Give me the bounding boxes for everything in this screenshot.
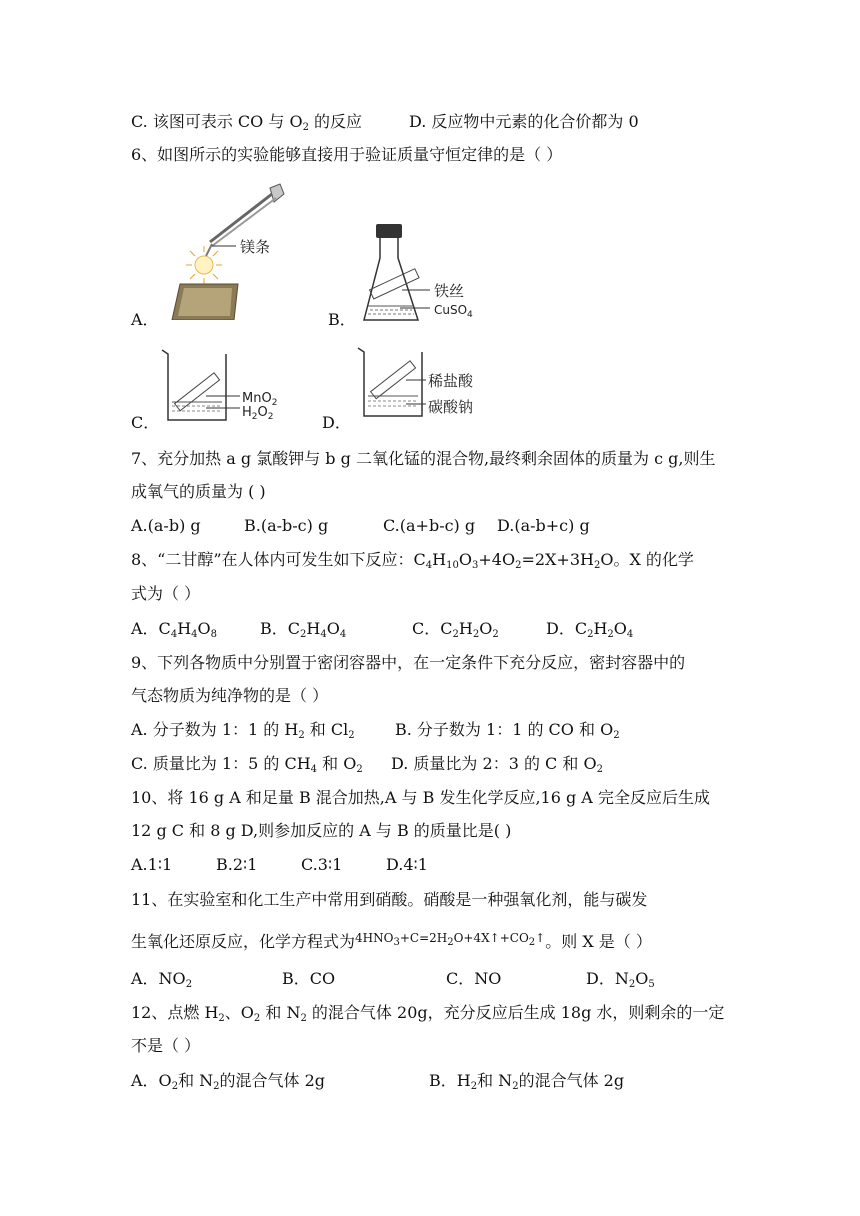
q6-label-d: D． (322, 413, 351, 432)
figure-a-label: 镁条 (240, 238, 271, 256)
q11-option-d: D．$N_2O_5$ (586, 969, 655, 990)
q6-stem: 6、如图所示的实验能够直接用于验证质量守恒定律的是（ ） (131, 145, 563, 164)
q11-option-b: B．CO (282, 969, 336, 988)
q7-option-d: D.(a-b+c) g (497, 516, 590, 535)
q7-option-b: B.(a-b-c) g (244, 516, 329, 535)
figure-b-label-iron: 铁丝 (434, 282, 465, 300)
q10-option-b: B.2∶1 (216, 855, 258, 874)
q9-option-b: B. 分子数为 1：1 的 CO 和 $O_2$ (395, 720, 620, 741)
q7-option-a: A.(a-b) g (131, 516, 201, 535)
q12-option-a: A．$O_2$和 $N_2$的混合气体 2g (131, 1071, 326, 1092)
q11-stem-line2: 生氧化还原反应，化学方程式为$^{4HNO_3+C=2H_2O+4X↑+CO_2↑}$。则 X 是（ ） (131, 931, 652, 951)
q8-option-a: A．$C_4H_4O_8$ (131, 619, 218, 640)
q11-option-a: A．$NO_2$ (131, 969, 193, 990)
q12-stem-line1: 12、点燃 $H_2$、$O_2$ 和 $N_2$ 的混合气体 20g，充分反应后生成 18g 水，则剩余的一定 (131, 1003, 725, 1024)
q10-option-d: D.4∶1 (386, 855, 428, 874)
q7-stem-line1: 7、充分加热 a g 氯酸钾与 b g 二氧化锰的混合物,最终剩余固体的质量为 c g,则生 (131, 449, 716, 468)
q12-stem-line2: 不是（ ） (131, 1036, 201, 1055)
q10-stem-line2: 12 g C 和 8 g D,则参加反应的 A 与 B 的质量比是( ) (131, 821, 512, 840)
q9-stem-line2: 气态物质为纯净物的是（ ） (131, 686, 329, 705)
figure-a-magnesium (160, 180, 290, 320)
q9-stem-line1: 9、下列各物质中分别置于密闭容器中，在一定条件下充分反应，密封容器中的 (131, 653, 686, 672)
figure-d-label-na2co3: 碳酸钠 (428, 398, 474, 416)
figure-c-label-h2o2: $H_2O_2$ (242, 405, 274, 422)
figure-c-beaker (160, 348, 290, 428)
q10-stem-line1: 10、将 16 g A 和足量 B 混合加热,A 与 B 发生化学反应,16 g A 完全反应后生成 (131, 788, 710, 807)
q11-equation: 4HNO3+C=2H2O+4X↑+CO2↑ (355, 931, 546, 948)
q11-stem-line1: 11、在实验室和化工生产中常用到硝酸。硝酸是一种强氧化剂，能与碳发 (131, 890, 648, 909)
q8-stem-line2: 式为（ ） (131, 584, 201, 603)
q6-label-c: C． (131, 413, 160, 432)
q11-option-c: C．NO (446, 969, 502, 988)
q7-option-c: C.(a+b-c) g (383, 516, 476, 535)
q8-option-c: C．$C_2H_2O_2$ (412, 619, 499, 640)
figure-b-flask (362, 222, 492, 328)
q5-option-d: D. 反应物中元素的化合价都为 0 (409, 112, 639, 131)
q9-option-d: D. 质量比为 2：3 的 C 和 $O_2$ (391, 754, 603, 775)
q10-option-a: A.1∶1 (131, 855, 173, 874)
figure-d-beaker (356, 346, 506, 428)
q7-stem-line2: 成氧气的质量为 ( ) (131, 482, 266, 501)
q8-option-b: B．$C_2H_4O_4$ (260, 619, 347, 640)
q6-label-b: B． (328, 310, 356, 329)
q9-option-a: A. 分子数为 1：1 的 $H_2$ 和 $Cl_2$ (131, 720, 355, 741)
q9-option-c: C. 质量比为 1：5 的 $CH_4$ 和 $O_2$ (131, 754, 363, 775)
figure-b-label-cuso4: CuSO$_4$ (434, 303, 473, 320)
q12-option-b: B．$H_2$和 $N_2$的混合气体 2g (429, 1071, 625, 1092)
q8-stem-line1: 8、“二甘醇”在人体内可发生如下反应：$C_4H_{10}O_3+4O_2=2X+3H_2O$。X 的化学 (131, 550, 694, 571)
q5-option-c: C. 该图可表示 CO 与 $O_2$ 的反应 (131, 112, 363, 133)
figure-d-label-hcl: 稀盐酸 (428, 372, 474, 390)
q10-option-c: C.3∶1 (301, 855, 343, 874)
figure-c-label-mno2: MnO$_2$ (242, 391, 278, 408)
q6-label-a: A． (131, 310, 159, 329)
q8-option-d: D．$C_2H_2O_4$ (546, 619, 634, 640)
